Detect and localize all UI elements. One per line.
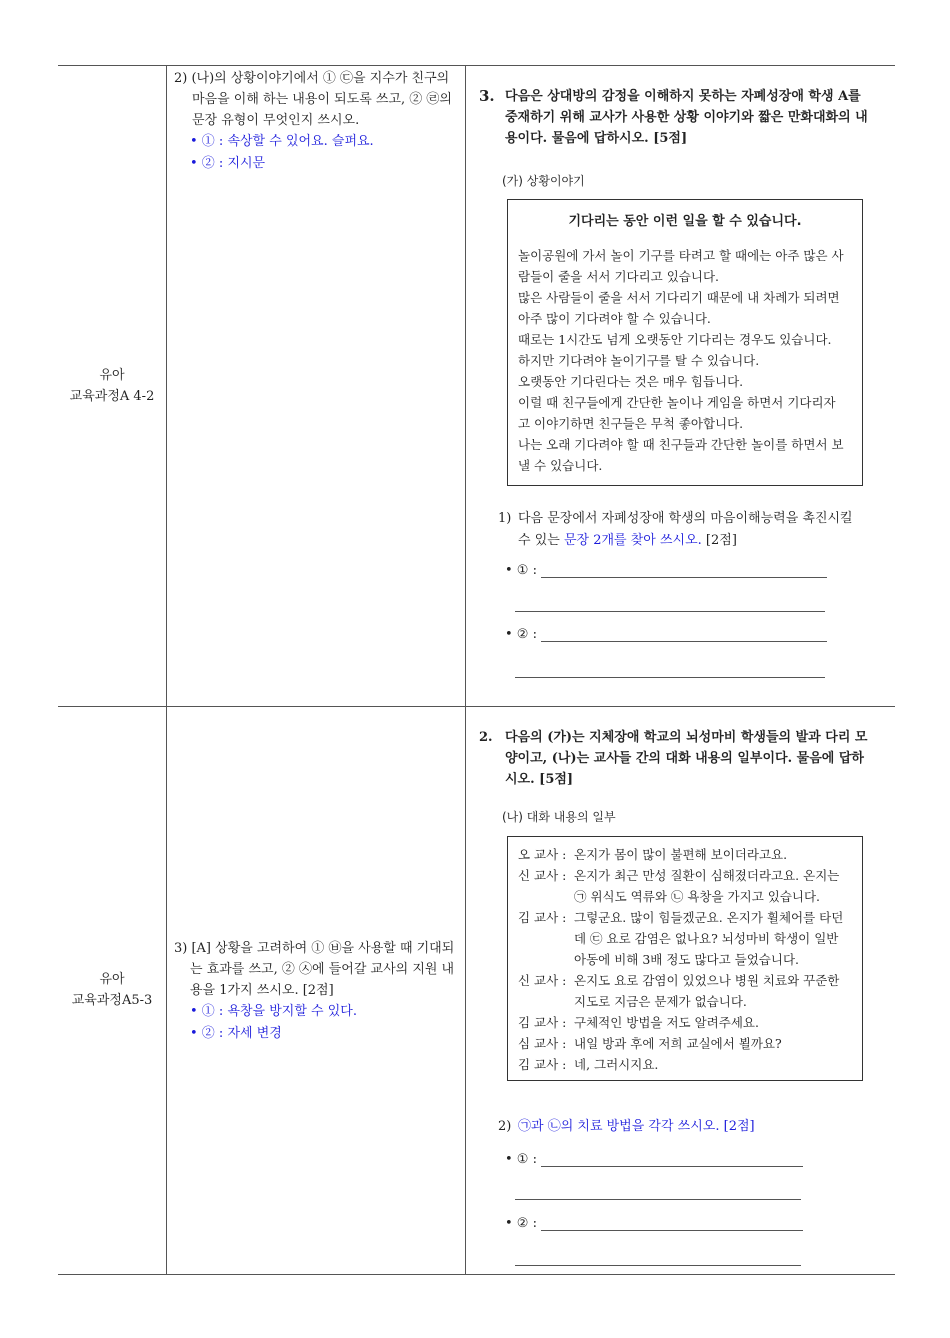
row1-subq-line1: 다음 문장에서 자폐성장애 학생의 마음이해능력을 촉진시킬	[518, 511, 853, 526]
row2-blank-2-line	[541, 1217, 803, 1231]
row1-story-box	[507, 199, 863, 486]
row1-story-line: 때로는 1시간도 넘게 오랫동안 기다리는 경우도 있습니다.	[518, 332, 832, 347]
row2-blank-1	[505, 1152, 803, 1167]
dialogue-line: 온지도 요로 감염이 있었으나 병원 치료와 꾸준한	[574, 973, 840, 988]
row2-code-cell	[58, 969, 166, 1011]
row1-subq-points: [2점]	[701, 533, 737, 548]
row2-answer-2: • ② : 자세 변경	[190, 1026, 282, 1041]
row2-blank-2-label: • ② :	[505, 1216, 537, 1231]
column-divider-2	[465, 65, 466, 1275]
row1-story-line: 오랫동안 기다린다는 것은 매우 힘듭니다.	[518, 374, 744, 389]
dialogue-line: 네, 그러시지요.	[574, 1057, 659, 1072]
row1-story-line: 아주 많이 기다려야 할 수 있습니다.	[518, 311, 711, 326]
row1-blank-2-line	[541, 628, 827, 642]
dialogue-turn	[518, 970, 852, 1012]
row1-sub-label: (가) 상황이야기	[502, 174, 585, 188]
row1-subq-line2	[518, 530, 853, 552]
row1-story-line: 나는 오래 기다려야 할 때 친구들과 간단한 놀이를 하면서 보	[518, 437, 844, 452]
row1-blank-2	[505, 627, 827, 642]
dialogue-line: 아동에 비해 3배 정도 많다고 들었습니다.	[574, 952, 799, 967]
dialogue-speaker: 김 교사 :	[518, 1015, 567, 1030]
row1-question-line: 마음을 이해 하는 내용이 되도록 쓰고, ② ㉣의	[192, 92, 452, 107]
column-divider-1	[166, 65, 167, 1275]
row1-blank-1-line	[541, 564, 827, 578]
row2-answer-rule	[515, 1265, 801, 1266]
dialogue-line: 온지가 최근 만성 질환이 심해졌더라고요. 온지는	[574, 868, 840, 883]
row1-answer-2: • ② : 지시문	[190, 156, 266, 171]
row2-question-line: 는 효과를 쓰고, ② ㉦에 들어갈 교사의 지원 내	[190, 962, 455, 977]
row2-ref-head-line: 시오. [5점]	[505, 772, 574, 787]
dialogue-turn	[518, 1012, 852, 1033]
row1-story-line: 놀이공원에 가서 놀이 기구를 타려고 할 때에는 아주 많은 사	[518, 248, 844, 263]
dialogue-turn	[518, 1054, 852, 1075]
row2-question-cell	[174, 938, 459, 1045]
row2-blank-1-label: • ① :	[505, 1152, 537, 1167]
row2-answer-rule	[515, 1199, 801, 1200]
row2-subq-text: ㉠과 ㉡의 치료 방법을 각각 쓰시오. [2점]	[518, 1119, 755, 1134]
dialogue-speaker: 김 교사 :	[518, 910, 567, 925]
row1-blank-1	[505, 563, 827, 578]
row1-code-line1: 유아	[99, 368, 125, 383]
row1-subq-plain: 수 있는	[518, 533, 564, 548]
row1-question-line: 문장 유형이 무엇인지 쓰시오.	[192, 113, 360, 128]
row1-story-line: 람들이 줄을 서서 기다리고 있습니다.	[518, 269, 719, 284]
row2-ref-head-line: 양이고, (나)는 교사들 간의 대화 내용의 일부이다. 물음에 답하	[505, 751, 864, 766]
dialogue-line: 구체적인 방법을 저도 알려주세요.	[574, 1015, 759, 1030]
row1-story-line: 많은 사람들이 줄을 서서 기다리기 때문에 내 차례가 되려면	[518, 290, 840, 305]
dialogue-turn	[518, 1033, 852, 1054]
row1-question-line: 2) (나)의 상황이야기에서 ① ㉢을 지수가 친구의	[174, 71, 450, 86]
row1-ref-number: 3.	[479, 87, 495, 105]
row2-code-line1: 유아	[99, 972, 125, 987]
row2-subquestion	[498, 1116, 863, 1138]
row1-reference-header	[479, 86, 869, 149]
row1-answer-rule	[515, 611, 825, 612]
dialogue-turn	[518, 865, 852, 907]
row2-reference-header	[479, 727, 869, 790]
row2-dialogue-box	[507, 836, 863, 1081]
row1-code-line2: 교육과정A 4-2	[69, 389, 155, 404]
row2-sub-label: (나) 대화 내용의 일부	[502, 810, 616, 824]
dialogue-speaker: 오 교사 :	[518, 847, 567, 862]
dialogue-turn	[518, 844, 852, 865]
row2-code-line2: 교육과정A5-3	[71, 993, 153, 1008]
row2-ref-head-line: 다음의 (가)는 지체장애 학교의 뇌성마비 학생들의 발과 다리 모	[505, 730, 868, 745]
dialogue-line: 지도로 지금은 문제가 없습니다.	[574, 994, 747, 1009]
dialogue-speaker: 신 교사 :	[518, 868, 567, 883]
row2-blank-2	[505, 1216, 803, 1231]
dialogue-speaker: 심 교사 :	[518, 1036, 567, 1051]
row1-answer-1: • ① : 속상할 수 있어요. 슬퍼요.	[190, 134, 374, 149]
row1-blank-2-label: • ② :	[505, 627, 537, 642]
row1-story-line: 고 이야기하면 친구들은 무척 좋아합니다.	[518, 416, 744, 431]
row1-subq-highlight: 문장 2개를 찾아 쓰시오.	[563, 533, 702, 548]
row1-code-cell	[58, 365, 166, 407]
table-top-border	[58, 65, 895, 66]
dialogue-line: 데 ㉢ 요로 감염은 없나요? 뇌성마비 학생이 일반	[574, 931, 839, 946]
row1-story-line: 하지만 기다려야 놀이기구를 탈 수 있습니다.	[518, 353, 760, 368]
row1-subq-number: 1)	[498, 511, 512, 526]
row1-story-line: 낼 수 있습니다.	[518, 458, 603, 473]
row2-ref-number: 2.	[479, 730, 493, 745]
row1-answer-rule	[515, 677, 825, 678]
row1-blank-1-label: • ① :	[505, 563, 537, 578]
row-divider	[58, 706, 895, 707]
row1-subquestion	[498, 508, 863, 552]
table-bottom-border	[58, 1274, 895, 1275]
row2-blank-1-line	[541, 1153, 803, 1167]
row1-ref-head-line: 용이다. 물음에 답하시오. [5점]	[505, 131, 688, 146]
dialogue-line: 내일 방과 후에 저희 교실에서 뵐까요?	[574, 1036, 782, 1051]
row1-story-line: 이럴 때 친구들에게 간단한 놀이나 게임을 하면서 기다리자	[518, 395, 836, 410]
dialogue-line: ㉠ 위식도 역류와 ㉡ 욕창을 가지고 있습니다.	[574, 889, 821, 904]
row2-subq-number: 2)	[498, 1119, 512, 1134]
row2-question-line: 3) [A] 상황을 고려하여 ① ㉥을 사용할 때 기대되	[174, 941, 455, 956]
row1-ref-head-line: 다음은 상대방의 감정을 이해하지 못하는 자폐성장애 학생 A를	[505, 89, 861, 104]
row1-question-cell	[174, 68, 459, 175]
row2-answer-1: • ① : 욕창을 방지할 수 있다.	[190, 1004, 357, 1019]
row1-ref-head-line: 중재하기 위해 교사가 사용한 상황 이야기와 짧은 만화대화의 내	[505, 110, 868, 125]
dialogue-line: 온지가 몸이 많이 불편해 보이더라고요.	[574, 847, 788, 862]
row2-question-line: 용을 1가지 쓰시오. [2점]	[190, 983, 334, 998]
dialogue-speaker: 김 교사 :	[518, 1057, 567, 1072]
row1-story-title: 기다리는 동안 이런 일을 할 수 있습니다.	[568, 214, 802, 229]
dialogue-line: 그렇군요. 많이 힘들겠군요. 온지가 휠체어를 타던	[574, 910, 844, 925]
dialogue-turn	[518, 907, 852, 970]
dialogue-speaker: 신 교사 :	[518, 973, 567, 988]
